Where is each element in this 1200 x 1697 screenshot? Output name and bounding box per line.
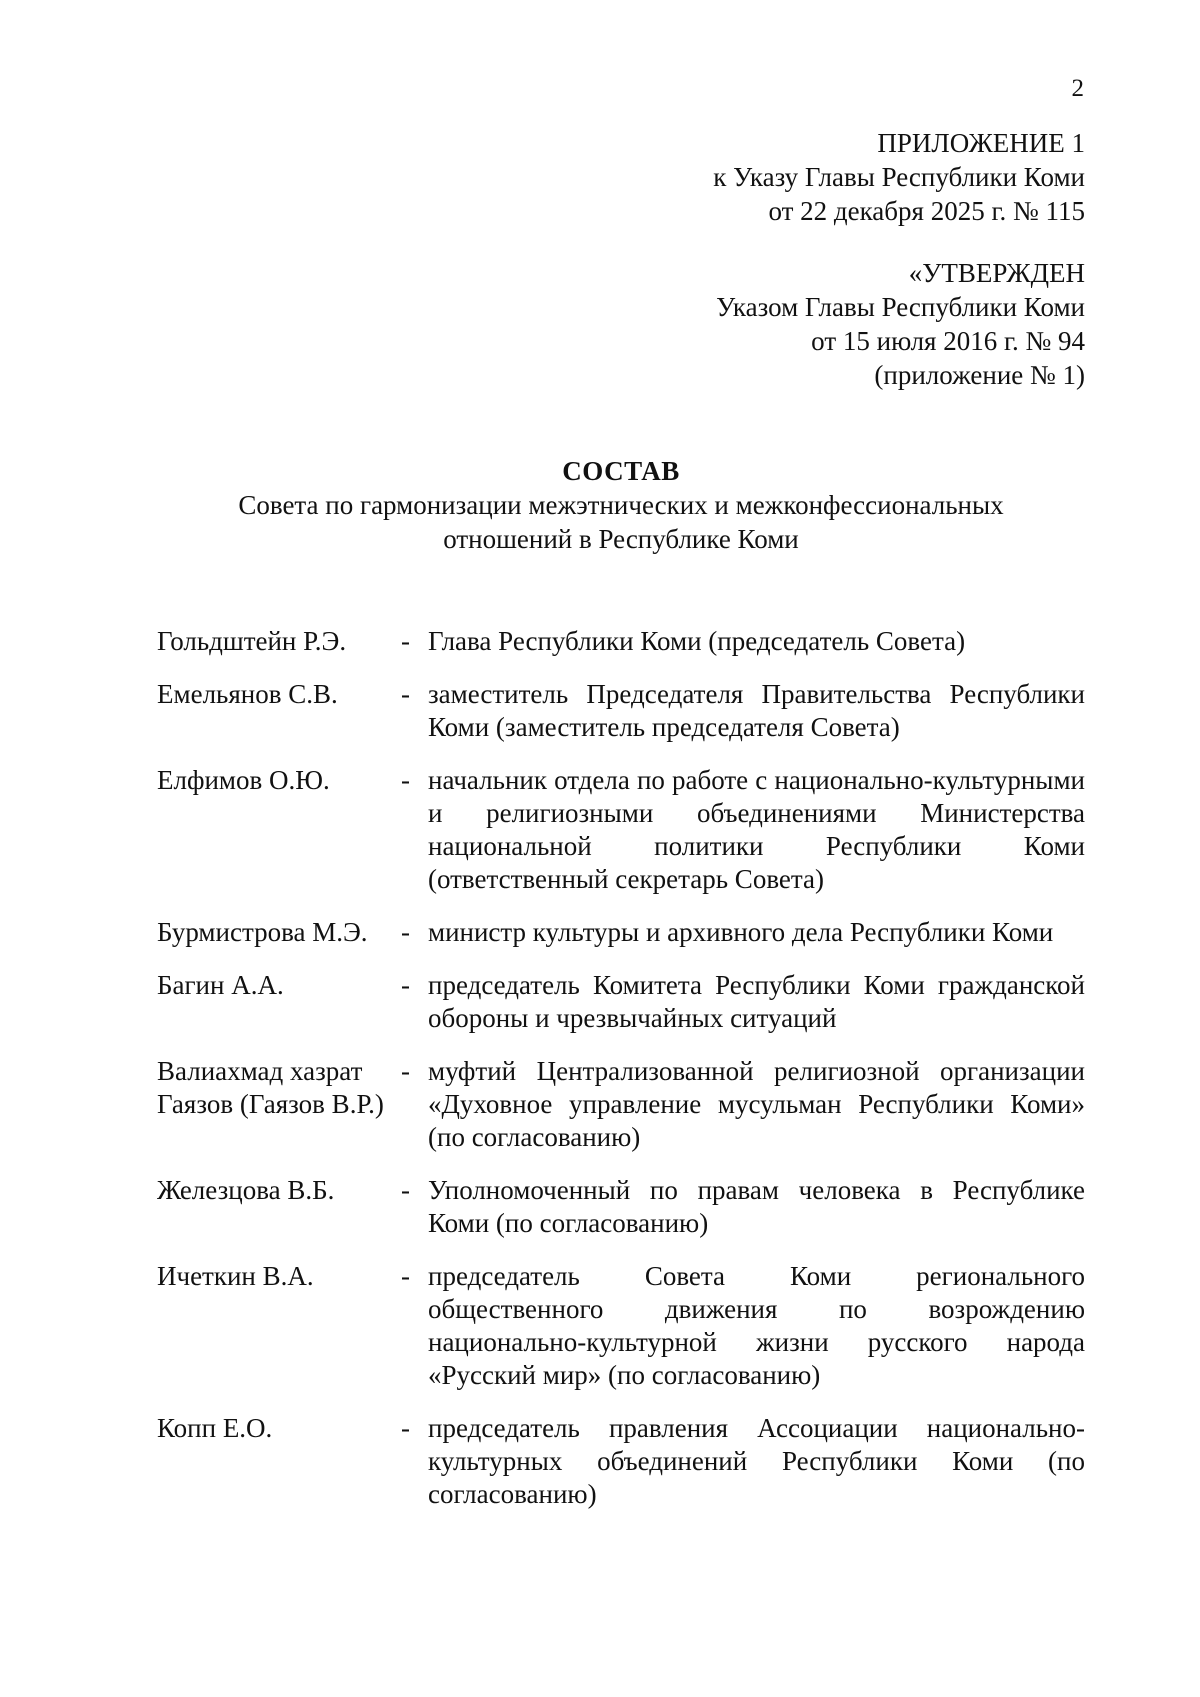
appendix-label: ПРИЛОЖЕНИЕ 1 [877, 128, 1085, 158]
document-subtitle-line-1: Совета по гармонизации межэтнических и межконфессиональных [238, 490, 1004, 520]
member-row [157, 1055, 1085, 1154]
member-role: начальник отдела по работе с национально-культурными и религиозными объединениями Министерства национальной политики Республики Коми (ответственный секретарь Совета) [428, 765, 1085, 894]
document-title: СОСТАВ [562, 456, 680, 486]
member-role: председатель правления Ассоциации национально-культурных объединений Республики Коми (по согласованию) [428, 1413, 1085, 1509]
member-name: Железцова В.Б. [157, 1175, 335, 1205]
appendix-date: от 22 декабря 2025 г. № 115 [768, 196, 1085, 226]
member-dash: - [401, 917, 410, 947]
member-name: Багин А.А. [157, 970, 284, 1000]
member-name: Валиахмад хазрат Гаязов (Гаязов В.Р.) [157, 1056, 384, 1119]
approval-header [716, 256, 1085, 392]
member-role: председатель Комитета Республики Коми гражданской обороны и чрезвычайных ситуаций [428, 970, 1085, 1033]
member-dash: - [401, 679, 410, 709]
member-row [157, 1174, 1085, 1240]
member-dash: - [401, 626, 410, 656]
member-dash: - [401, 970, 410, 1000]
member-role: председатель Совета Коми регионального общественного движения по возрождению национально-культурной жизни русского народа «Русский мир» (по согласованию) [428, 1261, 1085, 1390]
member-row [157, 764, 1085, 896]
document-subtitle-line-2: отношений в Республике Коми [443, 524, 799, 554]
member-name: Елфимов О.Ю. [157, 765, 330, 795]
approval-reference: Указом Главы Республики Коми [716, 292, 1085, 322]
approval-appendix-note: (приложение № 1) [874, 360, 1085, 390]
page-number: 2 [1071, 75, 1084, 102]
member-role: министр культуры и архивного дела Республики Коми [428, 917, 1054, 947]
member-row [157, 678, 1085, 744]
member-dash: - [401, 1261, 410, 1291]
member-row [157, 625, 1085, 658]
member-row [157, 969, 1085, 1035]
member-dash: - [401, 1056, 410, 1086]
member-role: муфтий Централизованной религиозной организации «Духовное управление мусульман Республики Коми» (по согласованию) [428, 1056, 1085, 1152]
appendix-header [713, 126, 1085, 228]
member-dash: - [401, 1413, 410, 1443]
member-name: Бурмистрова М.Э. [157, 917, 368, 947]
member-row [157, 1412, 1085, 1511]
member-name: Гольдштейн Р.Э. [157, 626, 347, 656]
member-row [157, 916, 1085, 949]
member-name: Копп Е.О. [157, 1413, 273, 1443]
document-heading [157, 454, 1085, 556]
member-name: Емельянов С.В. [157, 679, 338, 709]
member-dash: - [401, 1175, 410, 1205]
member-name: Ичеткин В.А. [157, 1261, 314, 1291]
members-list [157, 625, 1085, 1531]
member-row [157, 1260, 1085, 1392]
member-dash: - [401, 765, 410, 795]
member-role: Глава Республики Коми (председатель Совета) [428, 626, 966, 656]
approval-label: «УТВЕРЖДЕН [908, 258, 1085, 288]
appendix-reference: к Указу Главы Республики Коми [713, 162, 1085, 192]
member-role: заместитель Председателя Правительства Республики Коми (заместитель председателя Совета) [428, 679, 1085, 742]
member-role: Уполномоченный по правам человека в Республике Коми (по согласованию) [428, 1175, 1085, 1238]
approval-date: от 15 июля 2016 г. № 94 [811, 326, 1085, 356]
